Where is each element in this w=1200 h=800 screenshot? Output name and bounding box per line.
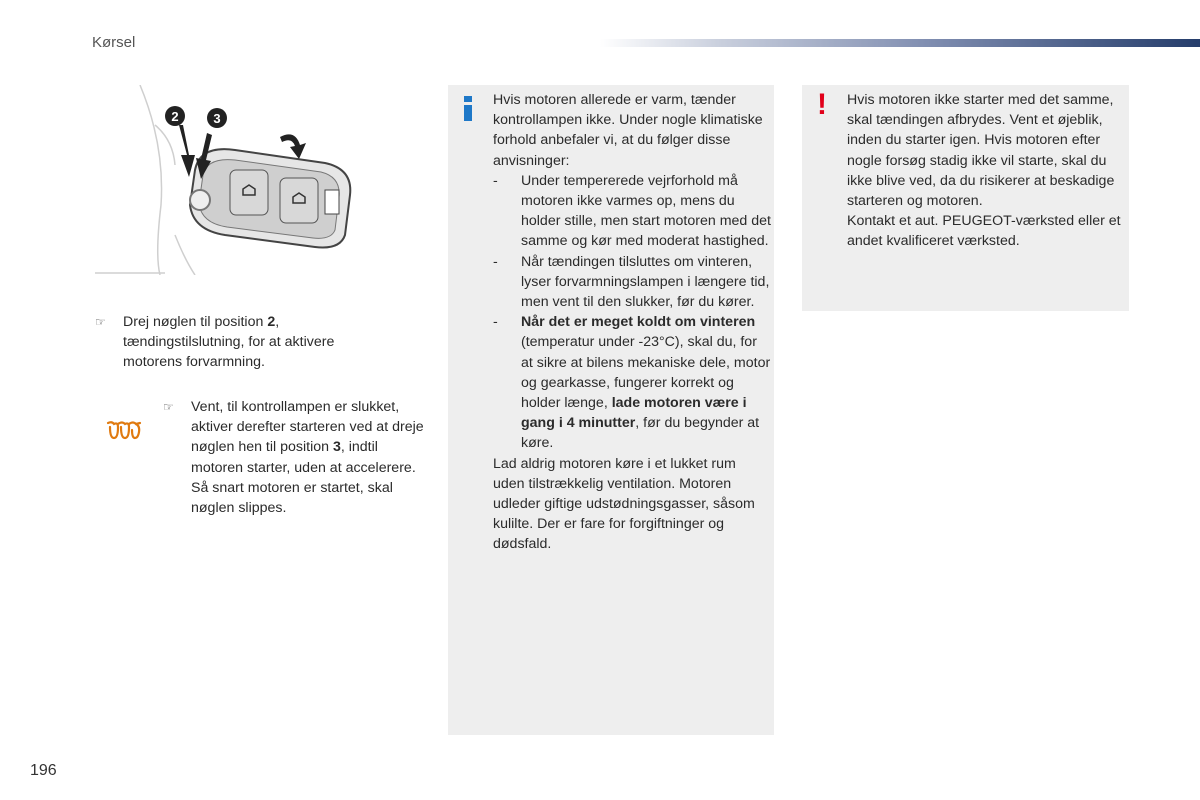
step-2-text: Vent, til kontrollampen er slukket, aktiver derefter starteren ved at dreje nøglen hen til position 3, indtil motoren starter, uden at accelerere. Så snart motoren er startet, skal nøglen slippes. bbox=[191, 399, 424, 517]
info-intro: Hvis motoren allerede er varm, tænder kontrollampen ikke. Under nogle klimatiske forhold anbefaler vi, at du følger disse anvisninger: bbox=[493, 92, 763, 169]
warning-paragraph-1: Hvis motoren ikke starter med det samme, skal tændingen afbrydes. Vent et øjeblik, inden du starter igen. Hvis motoren efter nogle forsøg stadig ikke vil starte, skal du ikke blive ved, da du risikerer at beskadige starteren og motoren. bbox=[847, 92, 1115, 210]
position-3-label: 3 bbox=[213, 111, 221, 126]
warning-icon: ! bbox=[817, 88, 827, 121]
info-text bbox=[493, 90, 771, 555]
instruction-step-2 bbox=[163, 397, 428, 518]
ignition-key-illustration bbox=[95, 85, 425, 275]
section-title: Kørsel bbox=[92, 34, 136, 51]
list-item: - Når det er meget koldt om vinteren (temperatur under -23°C), skal du, for at sikre at bilens mekaniske dele, motor og gearkasse, fungerer korrekt og holder længe, lade motoren være i gang i 4 minutter, før du begynder at køre. bbox=[493, 314, 771, 452]
arrow-2-icon bbox=[179, 125, 195, 177]
turn-arrow-icon bbox=[280, 134, 306, 159]
info-icon bbox=[461, 94, 475, 122]
page-number: 196 bbox=[30, 762, 57, 779]
preheating-lamp-icon bbox=[106, 418, 142, 442]
warning-paragraph-2: Kontakt et aut. PEUGEOT-værksted eller et andet kvalificeret værksted. bbox=[847, 213, 1121, 250]
hand-pointer-icon: ☞ bbox=[95, 315, 106, 329]
warning-text bbox=[847, 90, 1125, 252]
info-outro: Lad aldrig motoren køre i et lukket rum uden tilstrækkelig ventilation. Motoren udleder giftige udstødningsgasser, såsom kulilte. Der er fare for forgiftninger og dødsfald. bbox=[493, 455, 755, 553]
step-1-text: Drej nøglen til position 2, tændingstilslutning, for at aktivere motorens forvarmning. bbox=[123, 314, 335, 371]
key-fob bbox=[190, 149, 350, 247]
list-item: - Under tempererede vejrforhold må motoren ikke varmes op, mens du holder stille, men start motoren med det samme og kør med moderat hastighed. bbox=[493, 172, 771, 250]
header-gradient-bar bbox=[600, 39, 1200, 47]
list-item: - Når tændingen tilsluttes om vinteren, lyser forvarmningslampen i længere tid, men vent til den slukker, før du kører. bbox=[493, 253, 770, 311]
instruction-step-1 bbox=[95, 312, 370, 373]
hand-pointer-icon: ☞ bbox=[163, 400, 174, 414]
position-2-label: 2 bbox=[171, 109, 179, 124]
